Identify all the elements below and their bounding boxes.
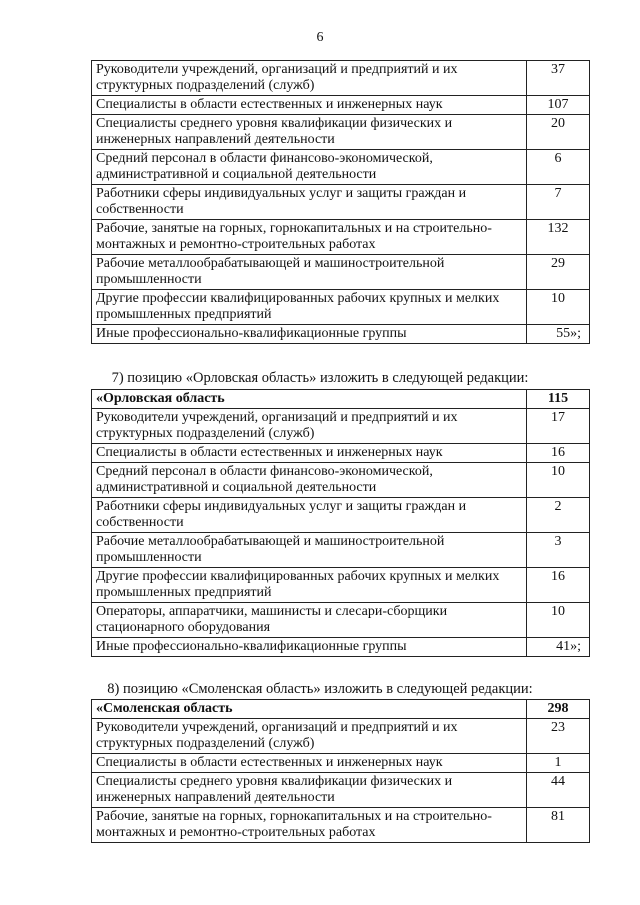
count-cell: 10 (527, 603, 590, 638)
occupation-cell: Рабочие, занятые на горных, горнокапитальных и на строительно-монтажных и ремонтно-строительных работах (92, 808, 527, 843)
table-row (92, 533, 590, 568)
region-name-cell: «Смоленская область (92, 700, 527, 719)
table-row (92, 255, 590, 290)
table-row (92, 603, 590, 638)
occupation-cell: Операторы, аппаратчики, машинисты и слесари-сборщики стационарного оборудования (92, 603, 527, 638)
count-cell: 17 (527, 409, 590, 444)
count-cell: 107 (527, 96, 590, 115)
table-row (92, 808, 590, 843)
count-cell: 132 (527, 220, 590, 255)
count-cell: 55»; (527, 325, 590, 344)
count-cell: 20 (527, 115, 590, 150)
count-cell: 2 (527, 498, 590, 533)
table-row (92, 220, 590, 255)
occupation-cell: Другие профессии квалифицированных рабочих крупных и мелких промышленных предприятий (92, 568, 527, 603)
count-cell: 81 (527, 808, 590, 843)
count-cell: 3 (527, 533, 590, 568)
count-cell: 44 (527, 773, 590, 808)
table-header-row (92, 390, 590, 409)
occupation-cell: Специалисты среднего уровня квалификации физических и инженерных направлений деятельности (92, 773, 527, 808)
table-row (92, 61, 590, 96)
occupation-cell: Руководители учреждений, организаций и предприятий и их структурных подразделений (служб) (92, 719, 527, 754)
table-row (92, 290, 590, 325)
occupation-cell: Иные профессионально-квалификационные группы (92, 325, 527, 344)
table-row (92, 185, 590, 220)
occupation-cell: Специалисты в области естественных и инженерных наук (92, 96, 527, 115)
table-row (92, 638, 590, 657)
occupation-cell: Рабочие металлообрабатывающей и машиностроительной промышленности (92, 533, 527, 568)
table-row (92, 719, 590, 754)
page-number: 6 (316, 30, 324, 45)
occupation-cell: Работники сферы индивидуальных услуг и защиты граждан и собственности (92, 498, 527, 533)
occupation-cell: Специалисты среднего уровня квалификации физических и инженерных направлений деятельности (92, 115, 527, 150)
count-cell: 1 (527, 754, 590, 773)
occupation-cell: Иные профессионально-квалификационные группы (92, 638, 527, 657)
count-cell: 6 (527, 150, 590, 185)
table-row (92, 409, 590, 444)
count-cell: 7 (527, 185, 590, 220)
region-total-cell: 115 (527, 390, 590, 409)
region-name-cell: «Орловская область (92, 390, 527, 409)
amendment-7-text: 7) позицию «Орловская область» изложить в следующей редакции: (111, 370, 529, 386)
occupation-cell: Руководители учреждений, организаций и предприятий и их структурных подразделений (служб) (92, 61, 527, 96)
occupation-cell: Рабочие, занятые на горных, горнокапитальных и на строительно-монтажных и ремонтно-строительных работах (92, 220, 527, 255)
table-row (92, 754, 590, 773)
table-row (92, 115, 590, 150)
occupation-cell: Другие профессии квалифицированных рабочих крупных и мелких промышленных предприятий (92, 290, 527, 325)
table-row (92, 498, 590, 533)
occupation-cell: Средний персонал в области финансово-экономической, административной и социальной деятельности (92, 463, 527, 498)
table-row (92, 96, 590, 115)
table-row (92, 325, 590, 344)
table-smolensk-region (91, 699, 590, 843)
occupation-cell: Рабочие металлообрабатывающей и машиностроительной промышленности (92, 255, 527, 290)
occupation-cell: Средний персонал в области финансово-экономической, административной и социальной деятельности (92, 150, 527, 185)
count-cell: 10 (527, 290, 590, 325)
table-row (92, 568, 590, 603)
table-header-row (92, 700, 590, 719)
table-row (92, 444, 590, 463)
table-row (92, 773, 590, 808)
table-row (92, 150, 590, 185)
occupation-cell: Специалисты в области естественных и инженерных наук (92, 444, 527, 463)
region-total-cell: 298 (527, 700, 590, 719)
count-cell: 10 (527, 463, 590, 498)
count-cell: 37 (527, 61, 590, 96)
occupation-cell: Специалисты в области естественных и инженерных наук (92, 754, 527, 773)
count-cell: 41»; (527, 638, 590, 657)
table-orel-region (91, 389, 590, 657)
table-row (92, 463, 590, 498)
table-occupations-continued (91, 60, 590, 344)
occupation-cell: Руководители учреждений, организаций и предприятий и их структурных подразделений (служб) (92, 409, 527, 444)
count-cell: 16 (527, 444, 590, 463)
occupation-cell: Работники сферы индивидуальных услуг и защиты граждан и собственности (92, 185, 527, 220)
amendment-8-text: 8) позицию «Смоленская область» изложить в следующей редакции: (107, 681, 533, 697)
count-cell: 16 (527, 568, 590, 603)
count-cell: 29 (527, 255, 590, 290)
count-cell: 23 (527, 719, 590, 754)
